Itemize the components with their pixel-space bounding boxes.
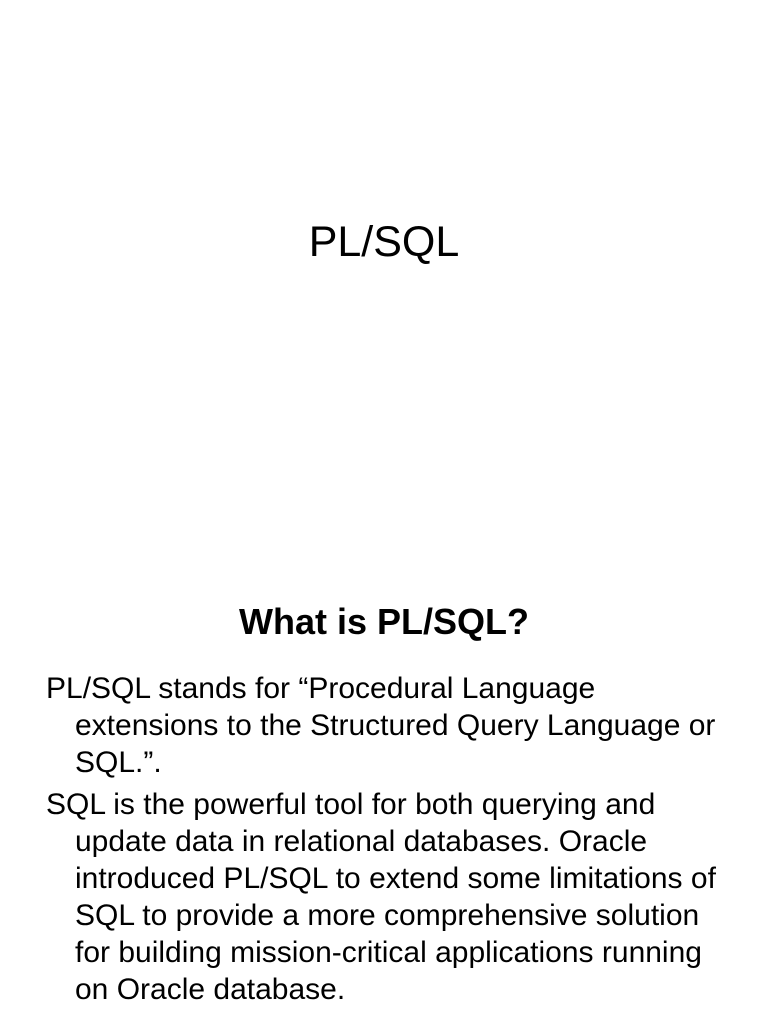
slide-title: PL/SQL — [308, 218, 460, 266]
bullet-item: PL/SQL stands for “Procedural Language extensions to the Structured Query Language or SQL.”. — [46, 672, 716, 779]
slide-heading: What is PL/SQL? — [238, 601, 529, 642]
bullet-list — [46, 670, 736, 1013]
content-slide — [0, 576, 768, 1024]
bullet-item: SQL is the powerful tool for both querying and update data in relational databases. Oracle introduced PL/SQL to extend some limitations of SQL to provide a more comprehensive solution for building mission-critical applications running on Oracle database. — [46, 788, 716, 1006]
